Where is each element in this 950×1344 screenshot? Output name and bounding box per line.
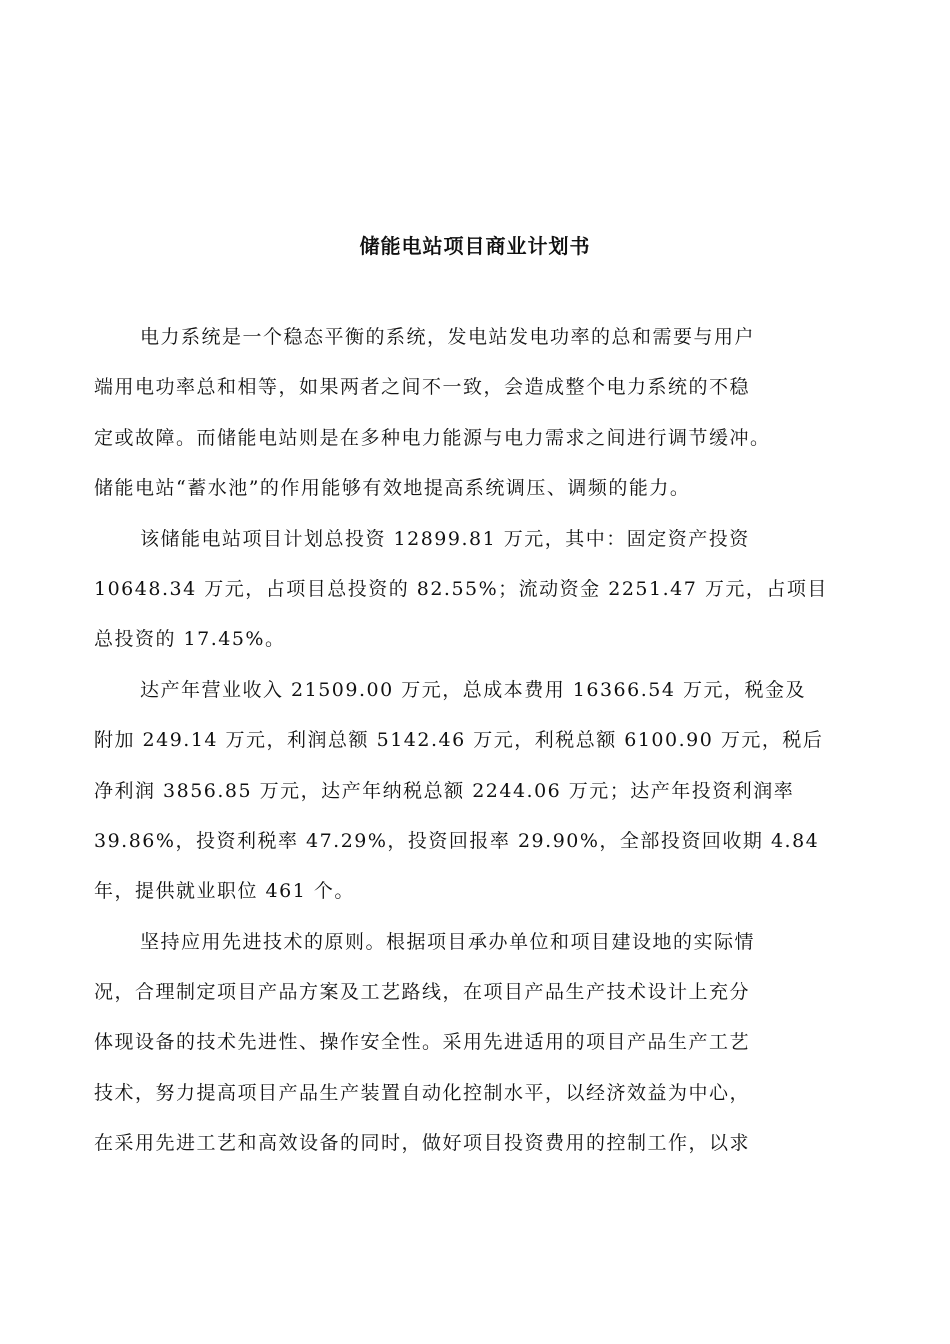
body-line: 净利润 3856.85 万元，达产年纳税总额 2244.06 万元；达产年投资利润率 bbox=[94, 779, 795, 802]
body-line: 总投资的 17.45%。 bbox=[94, 628, 286, 651]
body-line: 电力系统是一个稳态平衡的系统，发电站发电功率的总和需要与用户 bbox=[140, 326, 756, 348]
document-title: 储能电站项目商业计划书 bbox=[359, 234, 591, 258]
body-line: 技术，努力提高项目产品生产装置自动化控制水平，以经济效益为中心， bbox=[94, 1081, 751, 1104]
body-line: 达产年营业收入 21509.00 万元，总成本费用 16366.54 万元，税金及 bbox=[140, 678, 806, 701]
body-line: 39.86%，投资利税率 47.29%，投资回报率 29.90%，全部投资回收期 4.84 bbox=[94, 829, 820, 852]
body-line: 况，合理制定项目产品方案及工艺路线，在项目产品生产技术设计上充分 bbox=[94, 981, 751, 1004]
body-line: 年，提供就业职位 461 个。 bbox=[94, 880, 355, 903]
body-line: 在采用先进工艺和高效设备的同时，做好项目投资费用的控制工作，以求 bbox=[94, 1132, 751, 1155]
body-line: 端用电功率总和相等，如果两者之间不一致，会造成整个电力系统的不稳 bbox=[94, 376, 751, 399]
body-line: 定或故障。而储能电站则是在多种电力能源与电力需求之间进行调节缓冲。 bbox=[94, 426, 771, 449]
body-line: 坚持应用先进技术的原则。根据项目承办单位和项目建设地的实际情 bbox=[140, 930, 756, 953]
document-body bbox=[94, 312, 864, 1169]
body-line: 储能电站“蓄水池”的作用能够有效地提高系统调压、调频的能力。 bbox=[94, 477, 691, 500]
body-line: 10648.34 万元，占项目总投资的 82.55%；流动资金 2251.47 万元，占项目 bbox=[94, 577, 828, 600]
body-line: 体现设备的技术先进性、操作安全性。采用先进适用的项目产品生产工艺 bbox=[94, 1031, 751, 1054]
body-line: 附加 249.14 万元，利润总额 5142.46 万元，利税总额 6100.90 万元，税后 bbox=[94, 729, 824, 752]
body-line: 该储能电站项目计划总投资 12899.81 万元，其中：固定资产投资 bbox=[140, 527, 750, 550]
